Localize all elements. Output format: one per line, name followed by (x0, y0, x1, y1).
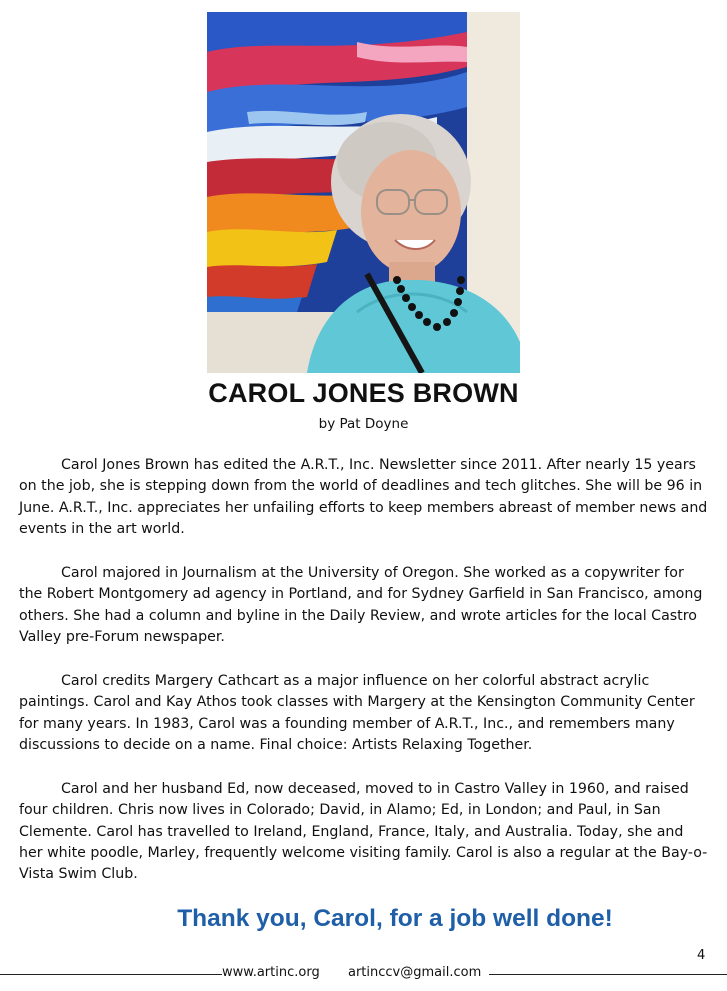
footer-rule-right (489, 974, 727, 975)
footer-rule-left (0, 974, 222, 975)
footer-email-link[interactable]: artinccv@gmail.com (348, 965, 482, 980)
closing-message: Thank you, Carol, for a job well done! (177, 905, 613, 932)
page-number: 4 (697, 948, 706, 963)
portrait-photo (207, 12, 520, 373)
article-paragraph: Carol and her husband Ed, now deceased, moved to in Castro Valley in 1960, and raised four children. Chris now lives in Colorado; David, in Alamo; Ed, in London; and Paul, in San Clemente. Carol has travelled to Ireland, England, France, Italy, and Australia. Today, she and her white poodle, Marley, frequently welcome visiting family. Carol is also a regular at the Bay-o-Vista Swim Club. (19, 781, 708, 883)
article-title: CAROL JONES BROWN (208, 378, 519, 408)
article-byline: by Pat Doyne (318, 416, 409, 432)
article-paragraph: Carol majored in Journalism at the University of Oregon. She worked as a copywriter for the Robert Montgomery ad agency in Portland, and for Sydney Garfield in San Francisco, among others. She had a column and byline in the Daily Review, and wrote articles for the local Castro Valley pre-Forum newspaper. (19, 565, 703, 645)
article-paragraph: Carol Jones Brown has edited the A.R.T., Inc. Newsletter since 2011. After nearly 15 years on the job, she is stepping down from the world of deadlines and tech glitches. She will be 96 in June. A.R.T., Inc. appreciates her unfailing efforts to keep members abreast of member news and events in the art world. (19, 457, 708, 537)
footer-website-link[interactable]: www.artinc.org (222, 965, 320, 980)
article-paragraph: Carol credits Margery Cathcart as a major influence on her colorful abstract acrylic paintings. Carol and Kay Athos took classes with Margery at the Kensington Community Center for many years. In 1983, Carol was a founding member of A.R.T., Inc., and remembers many discussions to decide on a name. Final choice: Artists Relaxing Together. (19, 673, 695, 753)
